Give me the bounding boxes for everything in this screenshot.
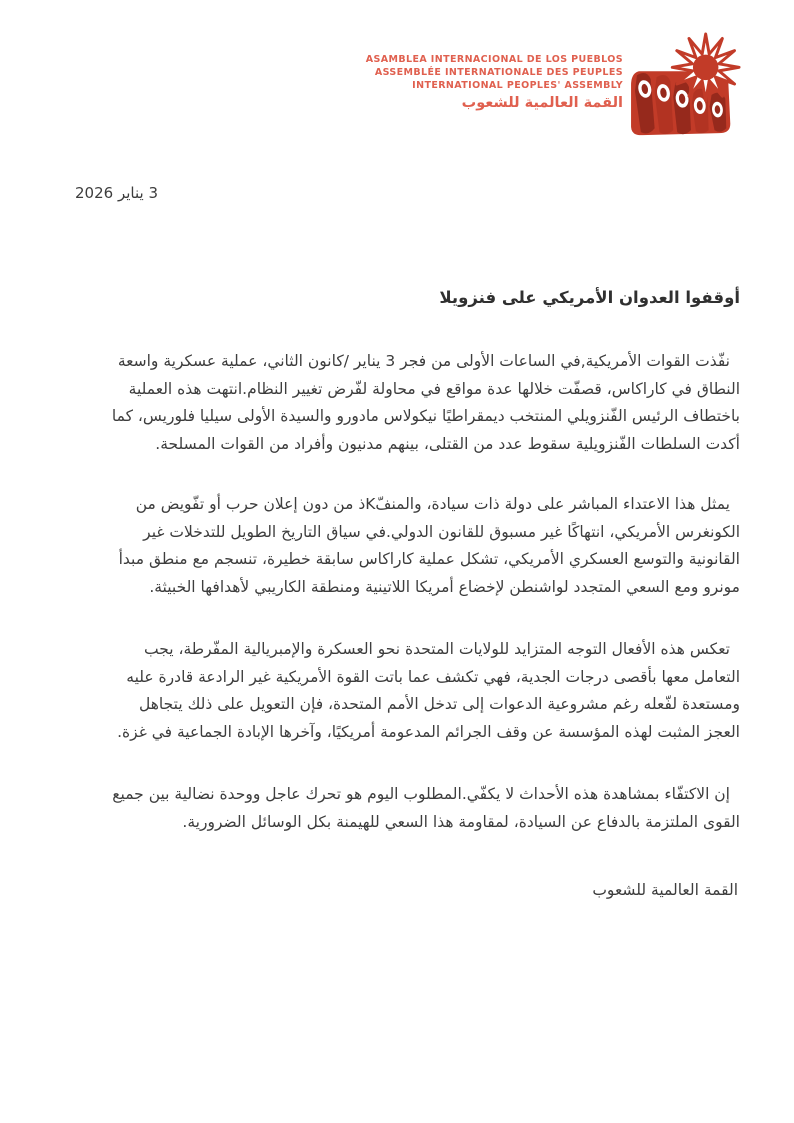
paragraph-line: مونرو ومع السعي المتجدد لواشنطن لإخضاع أمريكا اللاتينية ومنطقة الكاريبي لأهدافها الخبيثة. <box>149 577 740 596</box>
paragraph-line: نفّذت القوات الأمريكية,في الساعات الأولى من فجر 3 يناير /كانون الثاني، عملية عسكرية واسعة <box>117 352 730 370</box>
paragraph-line: إن الاكتفّاء بمشاهدة هذه الأحداث لا يكفّي.المطلوب اليوم هو تحرك عاجل ووحدة نضالية بين جميع <box>112 785 730 803</box>
paragraph-line: يمثل هذا الاعتداء المباشر على دولة ذات سيادة، والمنفّKذ من دون إعلان حرب أو تفّويض من <box>135 495 730 513</box>
paragraph-line: القوى الملتزمة بالدفاع عن السيادة، لمقاومة هذا السعي للهيمنة بكل الوسائل الضرورية. <box>182 812 740 831</box>
paragraph-line: القانونية والتوسع العسكري الأمريكي، تشكل عملية كاراكاس سابقة خطيرة، تنسجم مع منطق مبدأ <box>118 550 740 568</box>
ipa-logo <box>366 32 747 140</box>
paragraph-line: الكونغرس الأمريكي، انتهاكًا غير مسبوق للقانون الدولي.في سياق التاريخ الطويل للتدخلات غير <box>143 522 740 541</box>
signature: القمة العالمية للشعوب <box>592 881 738 899</box>
paragraph-line: باختطاف الرئيس الفّنزويلي المنتخب ديمقراطيًا نيكولاس مادورو والسيدة الأولى سيليا فلوريس، كما <box>111 407 740 425</box>
paragraph-line: أكدت السلطات الفّنزويلية سقوط عدد من القتلى، بينهم مدنيون وأفراد من القوات المسلحة. <box>155 434 740 453</box>
ipa-logo-wordmark <box>366 32 623 113</box>
paragraph-4 <box>54 781 740 836</box>
logo-line-english: INTERNATIONAL PEOPLES' ASSEMBLY <box>412 80 623 91</box>
paragraph-line: التعامل معها بأقصى درجات الجدية، فهي تكشف عما باتت القوة الأمريكية غير الرادعة قادرة عليه <box>126 667 740 686</box>
document-date: 3 يناير 2026 <box>75 184 158 202</box>
logo-line-french: ASSEMBLÉE INTERNATIONALE DES PEUPLES <box>374 67 623 78</box>
ipa-logo-mark <box>629 32 747 140</box>
paragraph-3 <box>54 636 740 746</box>
paragraph-1 <box>54 348 740 458</box>
paragraph-line: النطاق في كاراكاس، قصفّت خلالها عدة مواقع في محاولة لفّرض تغيير النظام.انتهت هذه العملية <box>128 379 740 398</box>
paragraph-line: تعكس هذه الأفعال التوجه المتزايد للولايات المتحدة نحو العسكرة والإمبريالية المفّرطة، يجب <box>144 640 730 658</box>
logo-line-arabic: القمة العالمية للشعوب <box>461 95 623 111</box>
logo-line-spanish: ASAMBLEA INTERNACIONAL DE LOS PUEBLOS <box>365 54 623 65</box>
paragraph-2 <box>54 491 740 601</box>
paragraph-line: العجز المثبت لهذه المؤسسة عن وقف الجرائم المدعومة أمريكيًا، وآخرها الإبادة الجماعية في غزة. <box>117 722 740 741</box>
paragraph-line: ومستعدة لفّعله رغم مشروعية الدعوات إلى تدخل الأمم المتحدة، فإن التعويل على ذلك يتجاهل <box>139 695 740 713</box>
document-title: أوقفوا العدوان الأمريكي على فنزويلا <box>439 288 740 307</box>
